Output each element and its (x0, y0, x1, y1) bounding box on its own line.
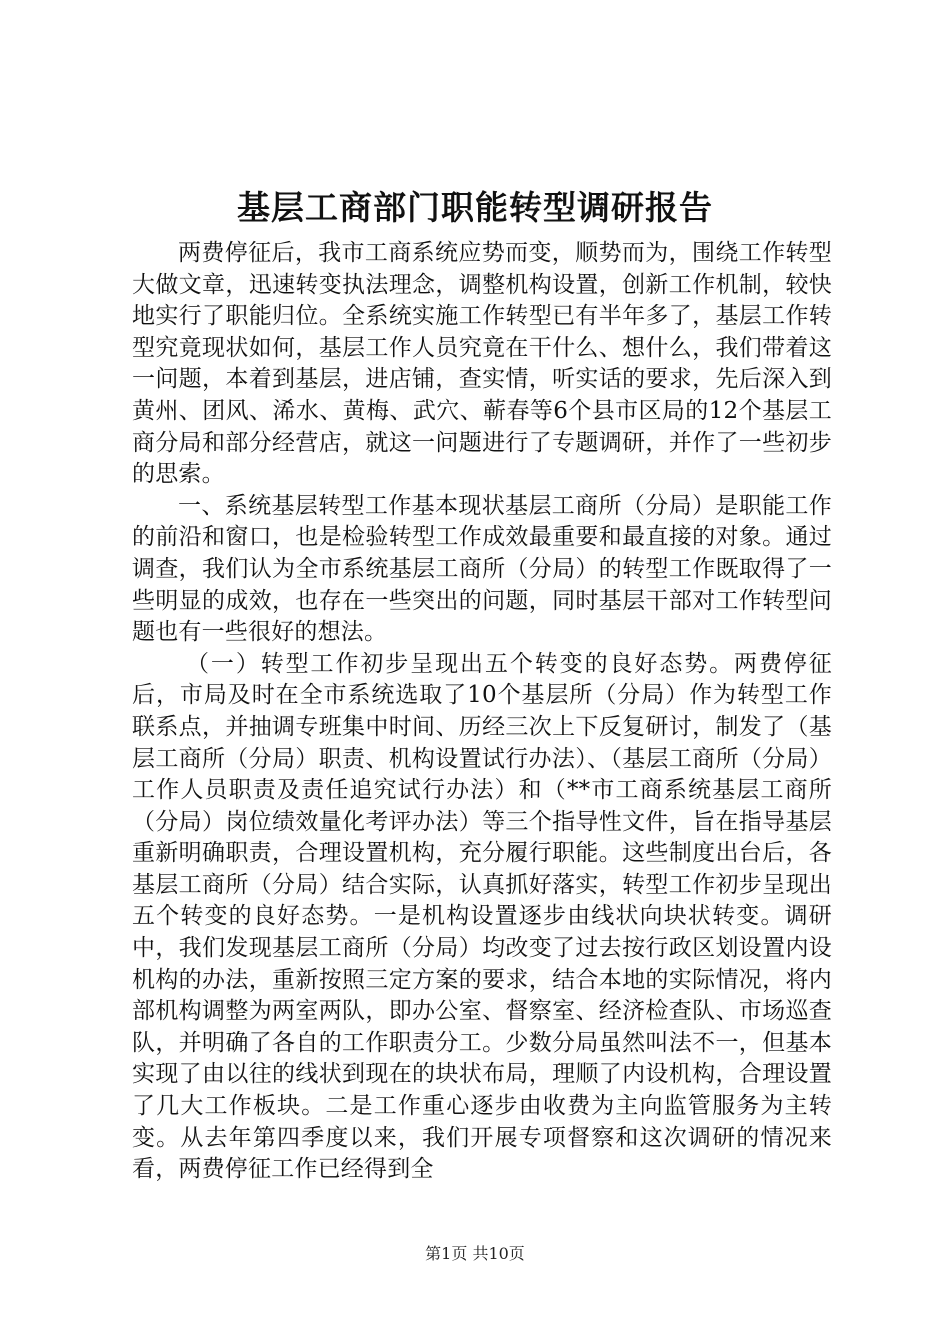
paragraph-section-one: 一、系统基层转型工作基本现状基层工商所（分局）是职能工作的前沿和窗口，也是检验转型工作成效最重要和最直接的对象。通过调查，我们认为全市系统基层工商所（分局）的转型工作既取得了一些明显的成效，也存在一些突出的问题，同时基层干部对工作转型问题也有一些很好的想法。 (132, 492, 832, 646)
paragraph-intro: 两费停征后，我市工商系统应势而变，顺势而为，围绕工作转型大做文章，迅速转变执法理念，调整机构设置，创新工作机制，较快地实行了职能归位。全系统实施工作转型已有半年多了，基层工作转型究竟现状如何，基层工作人员究竟在干什么、想什么，我们带着这一问题，本着到基层，进店铺，查实情，听实话的要求，先后深入到黄州、团风、浠水、黄梅、武穴、蕲春等6个县市区局的12个基层工商分局和部分经营店，就这一问题进行了专题调研，并作了一些初步的思索。 (132, 240, 832, 488)
paragraph-subsection-one: （一）转型工作初步呈现出五个转变的良好态势。两费停征后，市局及时在全市系统选取了10个基层所（分局）作为转型工作联系点，并抽调专班集中时间、历经三次上下反复研讨，制发了（基层工商所（分局）职责、机构设置试行办法）、（基层工商所（分局）工作人员职责及责任追究试行办法）和（**市工商系统基层工商所（分局）岗位绩效量化考评办法）等三个指导性文件，旨在指导基层重新明确职责，合理设置机构，充分履行职能。这些制度出台后，各基层工商所（分局）结合实际，认真抓好落实，转型工作初步呈现出五个转变的良好态势。一是机构设置逐步由线状向块状转变。调研中，我们发现基层工商所（分局）均改变了过去按行政区划设置内设机构的办法，重新按照三定方案的要求，结合本地的实际情况，将内部机构调整为两室两队，即办公室、督察室、经济检查队、市场巡查队，并明确了各自的工作职责分工。少数分局虽然叫法不一，但基本实现了由以往的线状到现在的块状布局，理顺了内设机构，合理设置了几大工作板块。二是工作重心逐步由收费为主向监管服务为主转变。从去年第四季度以来，我们开展专项督察和这次调研的情况来看，两费停征工作已经得到全 (132, 650, 832, 1183)
document-body (132, 238, 832, 1186)
document-title: 基层工商部门职能转型调研报告 (237, 188, 713, 227)
page-number-footer: 第1页 共10页 (425, 1244, 525, 1263)
